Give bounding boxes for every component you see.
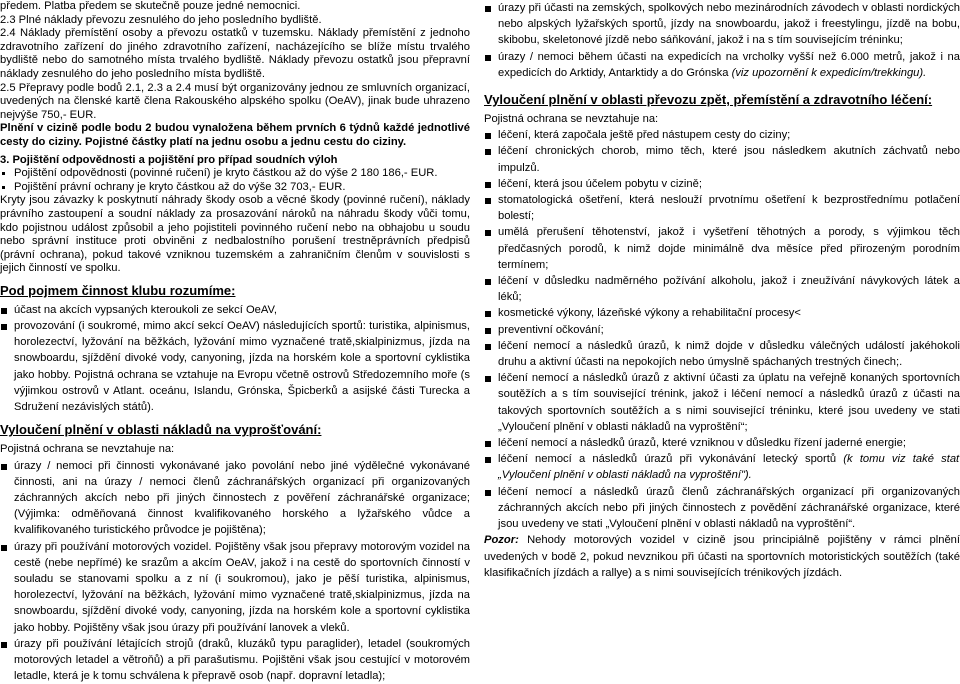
note-label: Pozor:	[484, 534, 519, 547]
heading-exclusion-transport: Vyloučení plnění v oblasti převozu zpět, přemístění a zdravotního léčení:	[484, 92, 933, 108]
paragraph: 2.5 Přepravy podle bodů 2.1, 2.3 a 2.4 musí být organizovány jednou ze smluvních organizací, uvedených na členské kartě člena Rakouského alpského spolku (OeAV), jinak bude uhrazeno nejvýše 750,- EUR.	[0, 81, 470, 121]
note-paragraph	[484, 532, 960, 581]
list-item: úrazy při účasti na zemských, spolkových nebo mezinárodních závodech v oblasti nordických nebo alpských lyžařských sportů, jízdy na snowboardu, jakož i freestylingu, jízdě na bobu, skibobu, skeletonové jízdě nebo sáňkování, jakož i na s tím souvisejícím tréninku;	[484, 0, 960, 49]
paragraph: Pojistná ochrana se nevztahuje na:	[484, 113, 659, 126]
list-item: léčení nemocí a následků úrazů z aktivní účasti za úplatu na veřejně konaných sportovních soutěžích a s tím související trénink, jakož i léčení nemocí a následků úrazů z účasti na takových sportovních soutěžích a s nimi související tréninku, které jsou uvedeny ve stati „Vyloučení plnění v oblasti nákladů na vyproštění“;	[484, 370, 960, 435]
bold-note: Plnění v cizině podle bodu 2 budou vynaložena během prvních 6 týdnů každé jednotlivé cesty do ciziny. Pojistné částky platí na jednu osobu a jednu cestu do ciziny.	[0, 122, 470, 148]
list-item: léčení chronických chorob, mimo těch, které jsou následkem akutních záchvatů nebo impulzů.	[484, 143, 960, 175]
list-item: léčení nemocí a následků úrazů členů záchranářských organizací při organizovaných záchranných akcích nebo při jiných činnostech z povědění záchranářské organizace, které jsou uvedeny ve stati „Vyloučení plnění v oblasti nákladů na vyproštění“.	[484, 484, 960, 533]
italic-note: (viz upozornění k expedicím/trekkingu).	[731, 66, 927, 79]
list-item: Pojištění odpovědnosti (povinné ručení) je kryto částkou až do výše 2 180 186,- EUR.	[0, 167, 470, 181]
list-item-text: léčení nemocí a následků úrazů při vykonávání letecký sportů	[498, 453, 837, 466]
list-item: léčení, která započala ještě před nástupem cesty do ciziny;	[484, 127, 960, 143]
heading-exclusion-rescue: Vyloučení plnění v oblasti nákladů na vyprošťování:	[0, 422, 322, 438]
list-item: provozování (i soukromé, mimo akcí sekcí OeAV) následujících sportů: turistika, alpinismus, horolezectví, lyžování na běžkách, lyžování mimo vyznačené tratě,skialpinizmus, jízda na snowboardu, sjíždění divoké vody, canyoning, jízda na horském kole a sportovní cyklistika jako hobby. Pojistná ochrana se vztahuje na Evropu včetně ostrovů Středozemního moře (s výjimkou ostrovů v Atlant. oceánu, Islandu, Grónska, Špicberků a asijské části Turecka a Sdružení nezávislých států).	[0, 318, 470, 415]
list-item: léčení, která jsou účelem pobytu v cizině;	[484, 176, 960, 192]
paragraph: předem. Platba předem se skutečně pouze jedné nemocnici.	[0, 0, 301, 12]
list-item: úrazy při používání létajících strojů (draků, kluzáků typu paraglider), letadel (soukromých motorových letadel a větroňů) a při parašutismu. Pojištěni však jsou cestující v motorovém letadle, která je k tomu schválena k přepravě osob (např. dopravní letadla);	[0, 636, 470, 684]
list-item-text: úrazy / nemoci během účasti na expedicích na vrcholky vyšší než 6.000 metrů, jakož i na expedicích do Arktidy, Antarktidy a do Grónska	[498, 50, 960, 79]
list-item: léčení v důsledku nadměrného požívání alkoholu, jakož i zneužívání návykových látek a léků;	[484, 273, 960, 305]
list-item: úrazy při používání motorových vozidel. Pojištěny však jsou přepravy motorovým vozidel na cestě (nebe nepřímé) ke srazům a akcím OeAV, jakož i na cestě do sportovních činností v souladu se stanovami spolku a z ní (i soukromou), jako je pěší turistika, alpinismus, horolezectví, lyžování na běžkách, lyžování mimo vyznačené tratě,skialpinizmus, jízda na snowboardu, sjíždění divoké vody, canyoning, jízda na horském kole a sportovní cyklistika jako hobby. Pojištěny však jsou úrazy při používání lanovek a vleků.	[0, 539, 470, 636]
list-item: umělá přerušení těhotenství, jakož i vyšetření těhotných a porody, s výjimkou těch předčasných porodů, k nimž dojde minimálně dva měsíce před přirozeným porodním termínem;	[484, 224, 960, 273]
heading-club-activity: Pod pojmem činnost klubu rozumíme:	[0, 282, 236, 298]
list-item: účast na akcích vypsaných kteroukoli ze sekcí OeAV,	[0, 302, 470, 318]
paragraph: 2.3 Plné náklady převozu zesnulého do jeho posledního bydliště.	[0, 13, 322, 26]
list-item: léčení nemocí a následků úrazů, které vzniknou v důsledku řízení jaderné energie;	[484, 435, 960, 451]
note-text: Nehody motorových vozidel v cizině jsou principiálně pojištěny v rámci plnění uvedených v bodě 2, pokud nevznikou při účasti na sportovních motoristických soutěžích (také klasifikačních jízdách a rallye) a s nimi souvisejících trénikových jízdách.	[484, 534, 960, 579]
right-column	[484, 0, 960, 581]
list-item: stomatologická ošetření, která neslouží prvotnímu ošetření k bezprostřednímu potlačení bolestí;	[484, 192, 960, 224]
list-item: léčení nemocí a následků úrazů, k nimž dojde v důsledku válečných událostí jakéhokoli druhu a aktivní účasti na nepokojích nebo úmyslně spáchaných trestných činech;.	[484, 338, 960, 370]
list-item: úrazy / nemoci při činnosti vykonávané jako povolání nebo jiné výdělečné vykonávané činnosti, ani na úrazy / nemoci členů záchranářských organizací při organizovaných záchranných akcích nebo při jiných činnostech z pověření záchranářské organizace; (Výjimka: odměňovaná činnost kvalifikovaného horského a lyžařského vůdce a kvalifikovaného turistického průvodce je pojištěna);	[0, 458, 470, 539]
italic-note: (k tomu viz také stať „Vyloučení plnění v oblasti nákladů na vyproštění").	[498, 453, 960, 482]
list-item: Pojištění právní ochrany je kryto částkou až do výše 32 703,- EUR.	[0, 181, 470, 195]
section-3-title: 3. Pojištění odpovědnosti a pojištění pro případ soudních výloh	[0, 153, 338, 166]
list-item: preventivní očkování;	[484, 322, 960, 338]
paragraph: Kryty jsou závazky k poskytnutí náhrady škody osob a věcné škody (povinné ručení), náklady právního zastoupení a soudní náklady za prosazování nároků na náhradu škody vůči tomu, kdo pojistnou událost způsobil a jeho pojistiteli povinného ručení nebo na obhajobu u soudu nebo správní instituce proti obviněni z nedbalostního porušení trestněprávních předpisů (právní ochrana), pokud takové vzniknou tuzemském a zahraničním členům v souvislosti s jejich činností ve spolku.	[0, 194, 470, 275]
paragraph: 2.4 Náklady přemístění osoby a převozu ostatků v tuzemsku. Náklady přemístění z jednoho zdravotního zařízení do jiného zdravotního zařízení, nacházejícího se blíže místu trvalého bydliště nebo do samotného místa trvalého bydliště. Náklady převozu ostatků jsou přepravní náklady zesnulého do jeho posledního místa bydliště.	[0, 27, 470, 80]
paragraph: Pojistná ochrana se nevztahuje na:	[0, 443, 175, 456]
list-item: kosmetické výkony, lázeňské výkony a rehabilitační procesy<	[484, 305, 960, 321]
list-item	[484, 49, 960, 81]
left-column	[0, 0, 470, 684]
list-item	[484, 451, 960, 483]
